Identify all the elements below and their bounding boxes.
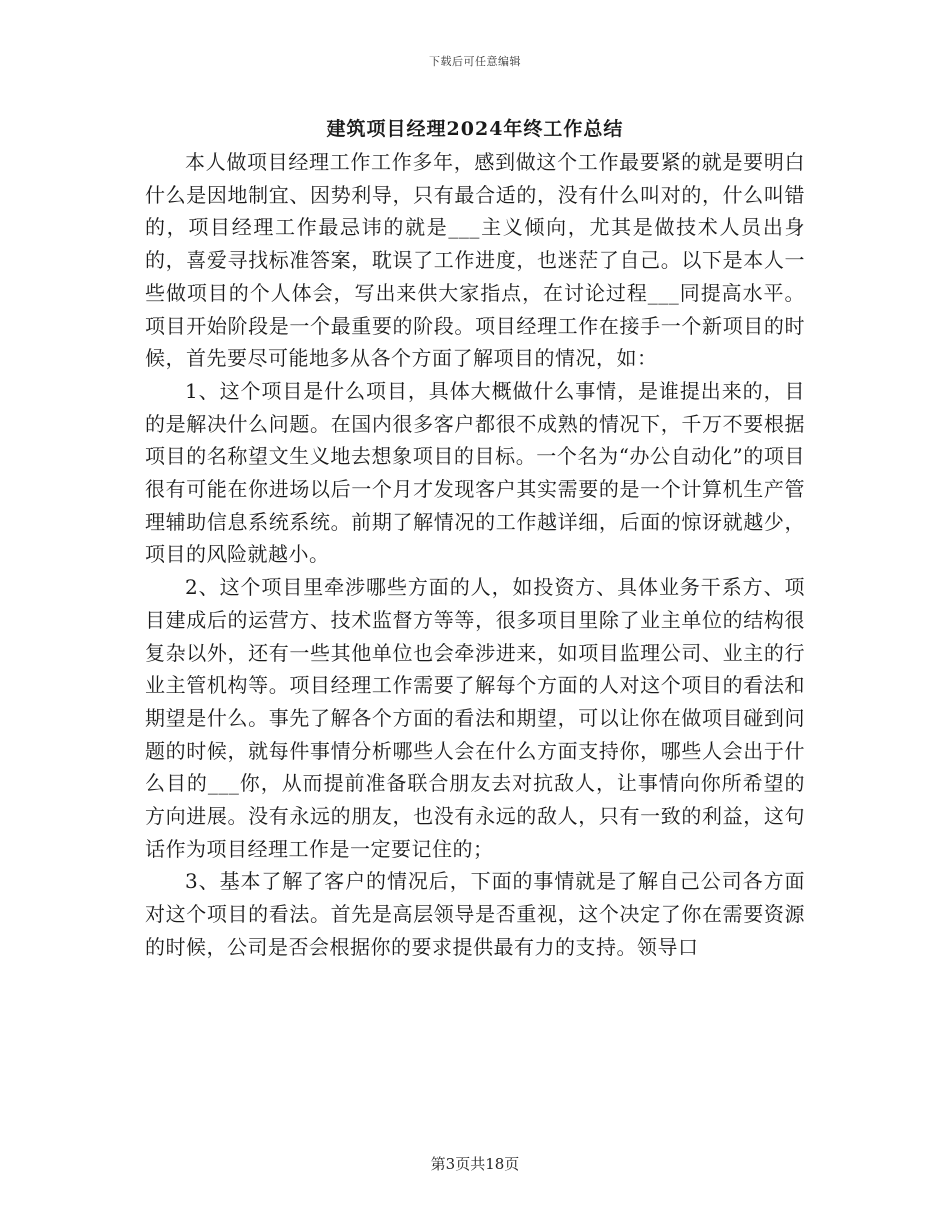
paragraph-intro: 本人做项目经理工作工作多年，感到做这个工作最要紧的就是要明白什么是因地制宜、因势利导，只有最合适的，没有什么叫对的，什么叫错的，项目经理工作最忌讳的就是___主义倾向，尤其是做技术人员出身的，喜爱寻找标准答案，耽误了工作进度，也迷茫了自己。以下是本人一些做项目的个人体会，写出来供大家指点，在讨论过程___同提高水平。项目开始阶段是一个最重要的阶段。项目经理工作在接手一个新项目的时候，首先要尽可能地多从各个方面了解项目的情况，如： — [145, 150, 805, 371]
document-title: 建筑项目经理2024年终工作总结 — [326, 118, 624, 140]
document-body — [145, 146, 805, 964]
paragraph-item-2: 2、这个项目里牵涉哪些方面的人，如投资方、具体业务干系方、项目建成后的运营方、技术监督方等等，很多项目里除了业主单位的结构很复杂以外，还有一些其他单位也会牵涉进来，如项目监理公司、业主的行业主管机构等。项目经理工作需要了解每个方面的人对这个项目的看法和期望是什么。事先了解各个方面的看法和期望，可以让你在做项目碰到问题的时候，就每件事情分析哪些人会在什么方面支持你，哪些人会出于什么目的___你，从而提前准备联合朋友去对抗敌人，让事情向你所希望的方向进展。没有永远的朋友，也没有永远的敌人，只有一致的利益，这句话作为项目经理工作是一定要记住的； — [145, 575, 805, 861]
paragraph-item-3: 3、基本了解了客户的情况后，下面的事情就是了解自己公司各方面对这个项目的看法。首先是高层领导是否重视，这个决定了你在需要资源的时候，公司是否会根据你的要求提供最有力的支持。领导口 — [145, 869, 805, 959]
page-number-indicator: 第3页共18页 — [430, 1155, 520, 1173]
page-header-note: 下载后可任意编辑 — [429, 55, 521, 68]
paragraph-item-1: 1、这个项目是什么项目，具体大概做什么事情，是谁提出来的，目的是解决什么问题。在国内很多客户都很不成熟的情况下，千万不要根据项目的名称望文生义地去想象项目的目标。一个名为“办公自动化”的项目很有可能在你进场以后一个月才发现客户其实需要的是一个计算机生产管理辅助信息系统系统。前期了解情况的工作越详细，后面的惊讶就越少，项目的风险就越小。 — [145, 378, 805, 567]
